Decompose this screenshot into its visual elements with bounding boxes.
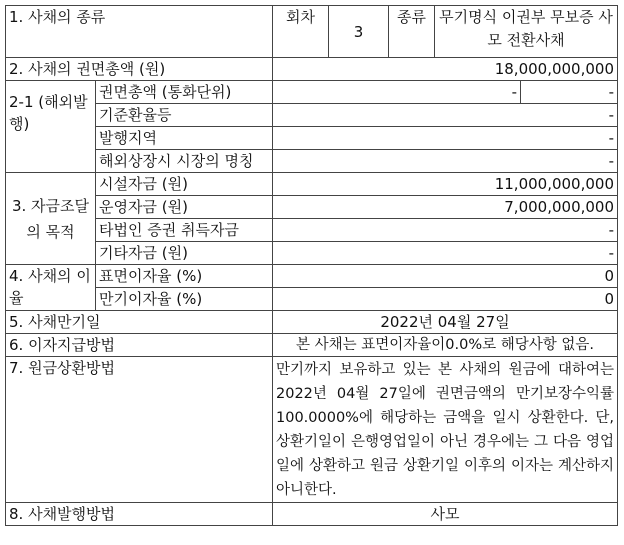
surface-rate-value: 0 bbox=[273, 265, 618, 288]
exchange-rate-value: - bbox=[273, 104, 618, 127]
row-overseas-currency bbox=[6, 81, 618, 104]
bond-type-label: 1. 사채의 종류 bbox=[6, 6, 273, 58]
facility-funds-value: 11,000,000,000 bbox=[273, 173, 618, 196]
exchange-rate-label: 기준환율등 bbox=[96, 104, 273, 127]
row-facility-funds bbox=[6, 173, 618, 196]
kind-value: 무기명식 이권부 무보증 사모 전환사채 bbox=[435, 6, 618, 58]
row-bond-type bbox=[6, 6, 618, 58]
issue-method-label: 8. 사채발행방법 bbox=[6, 503, 273, 526]
maturity-rate-label: 만기이자율 (%) bbox=[96, 288, 273, 311]
kind-label: 종류 bbox=[389, 6, 435, 58]
facility-funds-label: 시설자금 (원) bbox=[96, 173, 273, 196]
interest-rate-label: 4. 사채의 이율 bbox=[6, 265, 96, 311]
issue-method-value: 사모 bbox=[273, 503, 618, 526]
issue-region-value: - bbox=[273, 127, 618, 150]
face-amount-label: 2. 사채의 권면총액 (원) bbox=[6, 58, 273, 81]
row-maturity-rate bbox=[6, 288, 618, 311]
currency-value-1: - bbox=[273, 81, 521, 104]
repayment-method-value: 만기까지 보유하고 있는 본 사채의 원금에 대하여는 2022년 04월 27일에 권면금액의 만기보장수익률 100.0000%에 해당하는 금액을 일시 상환한다. 단, 상환기일이 은행영업일이 아닌 경우에는 그 다음 영업일에 상환하고 원금 상환기일 이후의 이자는 계산하지 아니한다. bbox=[273, 357, 618, 503]
round-value: 3 bbox=[329, 6, 389, 58]
row-operating-funds bbox=[6, 196, 618, 219]
maturity-date-value: 2022년 04월 27일 bbox=[273, 311, 618, 334]
round-label: 회차 bbox=[273, 6, 329, 58]
surface-rate-label: 표면이자율 (%) bbox=[96, 265, 273, 288]
bond-disclosure-table bbox=[5, 5, 618, 526]
funds-purpose-label: 3. 자금조달의 목적 bbox=[6, 173, 96, 265]
interest-payment-label: 6. 이자지급방법 bbox=[6, 334, 273, 357]
overseas-label: 2-1 (해외발행) bbox=[6, 81, 96, 173]
securities-funds-label: 타법인 증권 취득자금 bbox=[96, 219, 273, 242]
operating-funds-value: 7,000,000,000 bbox=[273, 196, 618, 219]
interest-payment-value: 본 사채는 표면이자율이0.0%로 해당사항 없음. bbox=[273, 334, 618, 357]
market-name-label: 해외상장시 시장의 명칭 bbox=[96, 150, 273, 173]
row-exchange-rate bbox=[6, 104, 618, 127]
securities-funds-value: - bbox=[273, 219, 618, 242]
other-funds-value: - bbox=[273, 242, 618, 265]
row-securities-funds bbox=[6, 219, 618, 242]
row-issue-region bbox=[6, 127, 618, 150]
currency-label: 권면총액 (통화단위) bbox=[96, 81, 273, 104]
repayment-method-label: 7. 원금상환방법 bbox=[6, 357, 273, 503]
currency-value-2: - bbox=[521, 81, 618, 104]
issue-region-label: 발행지역 bbox=[96, 127, 273, 150]
other-funds-label: 기타자금 (원) bbox=[96, 242, 273, 265]
row-other-funds bbox=[6, 242, 618, 265]
row-surface-rate bbox=[6, 265, 618, 288]
row-market-name bbox=[6, 150, 618, 173]
face-amount-value: 18,000,000,000 bbox=[273, 58, 618, 81]
row-maturity-date bbox=[6, 311, 618, 334]
row-repayment-method bbox=[6, 357, 618, 503]
market-name-value: - bbox=[273, 150, 618, 173]
maturity-date-label: 5. 사채만기일 bbox=[6, 311, 273, 334]
operating-funds-label: 운영자금 (원) bbox=[96, 196, 273, 219]
row-interest-payment bbox=[6, 334, 618, 357]
row-face-amount bbox=[6, 58, 618, 81]
row-issue-method bbox=[6, 503, 618, 526]
maturity-rate-value: 0 bbox=[273, 288, 618, 311]
